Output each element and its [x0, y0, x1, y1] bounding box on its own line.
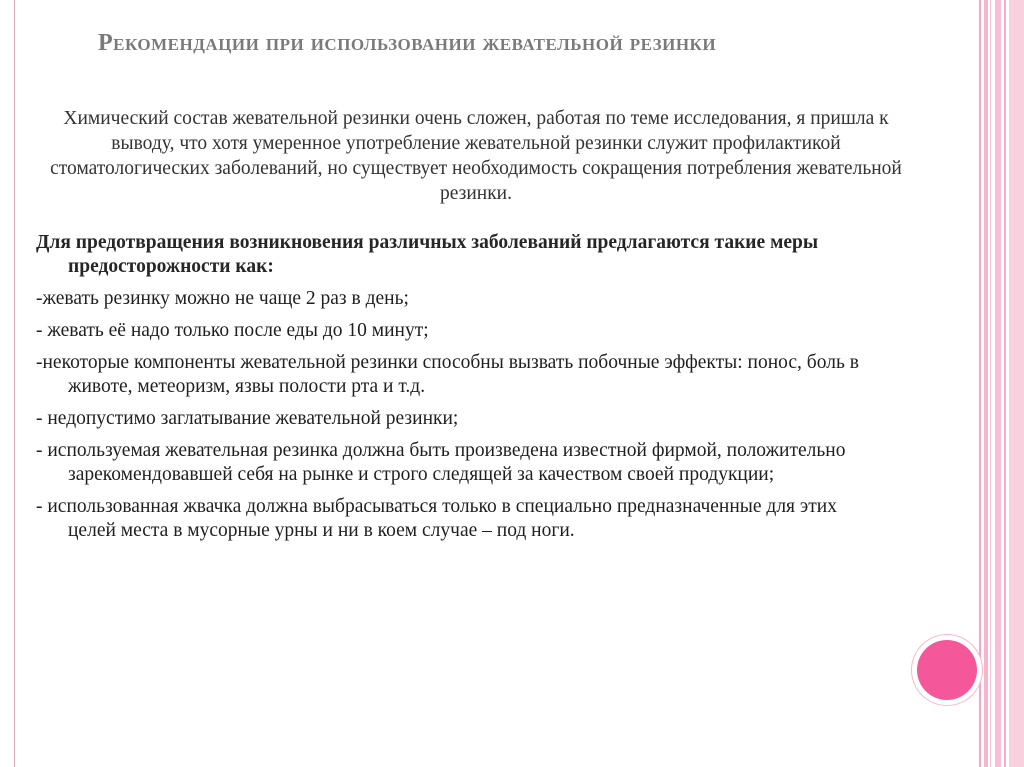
list-item: - недопустимо заглатывание жевательной резинки; [36, 408, 459, 429]
slide-left-border [14, 0, 15, 767]
decorative-stripe [990, 0, 991, 767]
list-item: - использованная жвачка должна выбрасываться только в специально предназначенные для этих целей места в мусорные урны и ни в коем случае – под ноги. [36, 496, 837, 541]
precautions-list [36, 231, 876, 551]
list-item: -некоторые компоненты жевательной резинки способны вызвать побочные эффекты: понос, боль в животе, метеоризм, язвы полости рта и т.д. [36, 352, 859, 397]
decorative-stripe [1009, 0, 1024, 767]
list-item: -жевать резинку можно не чаще 2 раз в день; [36, 288, 409, 309]
decorative-stripe [995, 0, 1001, 767]
list-lead: Для предотвращения возникновения различных заболеваний предлагаются такие меры предосторожности как: [36, 232, 819, 277]
list-item: - используемая жевательная резинка должна быть произведена известной фирмой, положительно зарекомендовавшей себя на рынке и строго следящей за качеством своей продукции; [36, 440, 846, 485]
list-item: - жевать её надо только после еды до 10 минут; [36, 320, 429, 341]
decorative-stripe [1004, 0, 1006, 767]
decorative-stripe [984, 0, 988, 767]
decorative-stripe [979, 0, 981, 767]
slide-title: Рекомендации при использовании жевательной резинки [98, 30, 717, 56]
intro-paragraph: Химический состав жевательной резинки очень сложен, работая по теме исследования, я пришла к выводу, что хотя умеренное употребление жевательной резинки служит профилактикой стоматологических заболеваний, но существует необходимость сокращения потребления жевательной резинки. [50, 108, 902, 204]
decorative-circle [917, 640, 977, 700]
